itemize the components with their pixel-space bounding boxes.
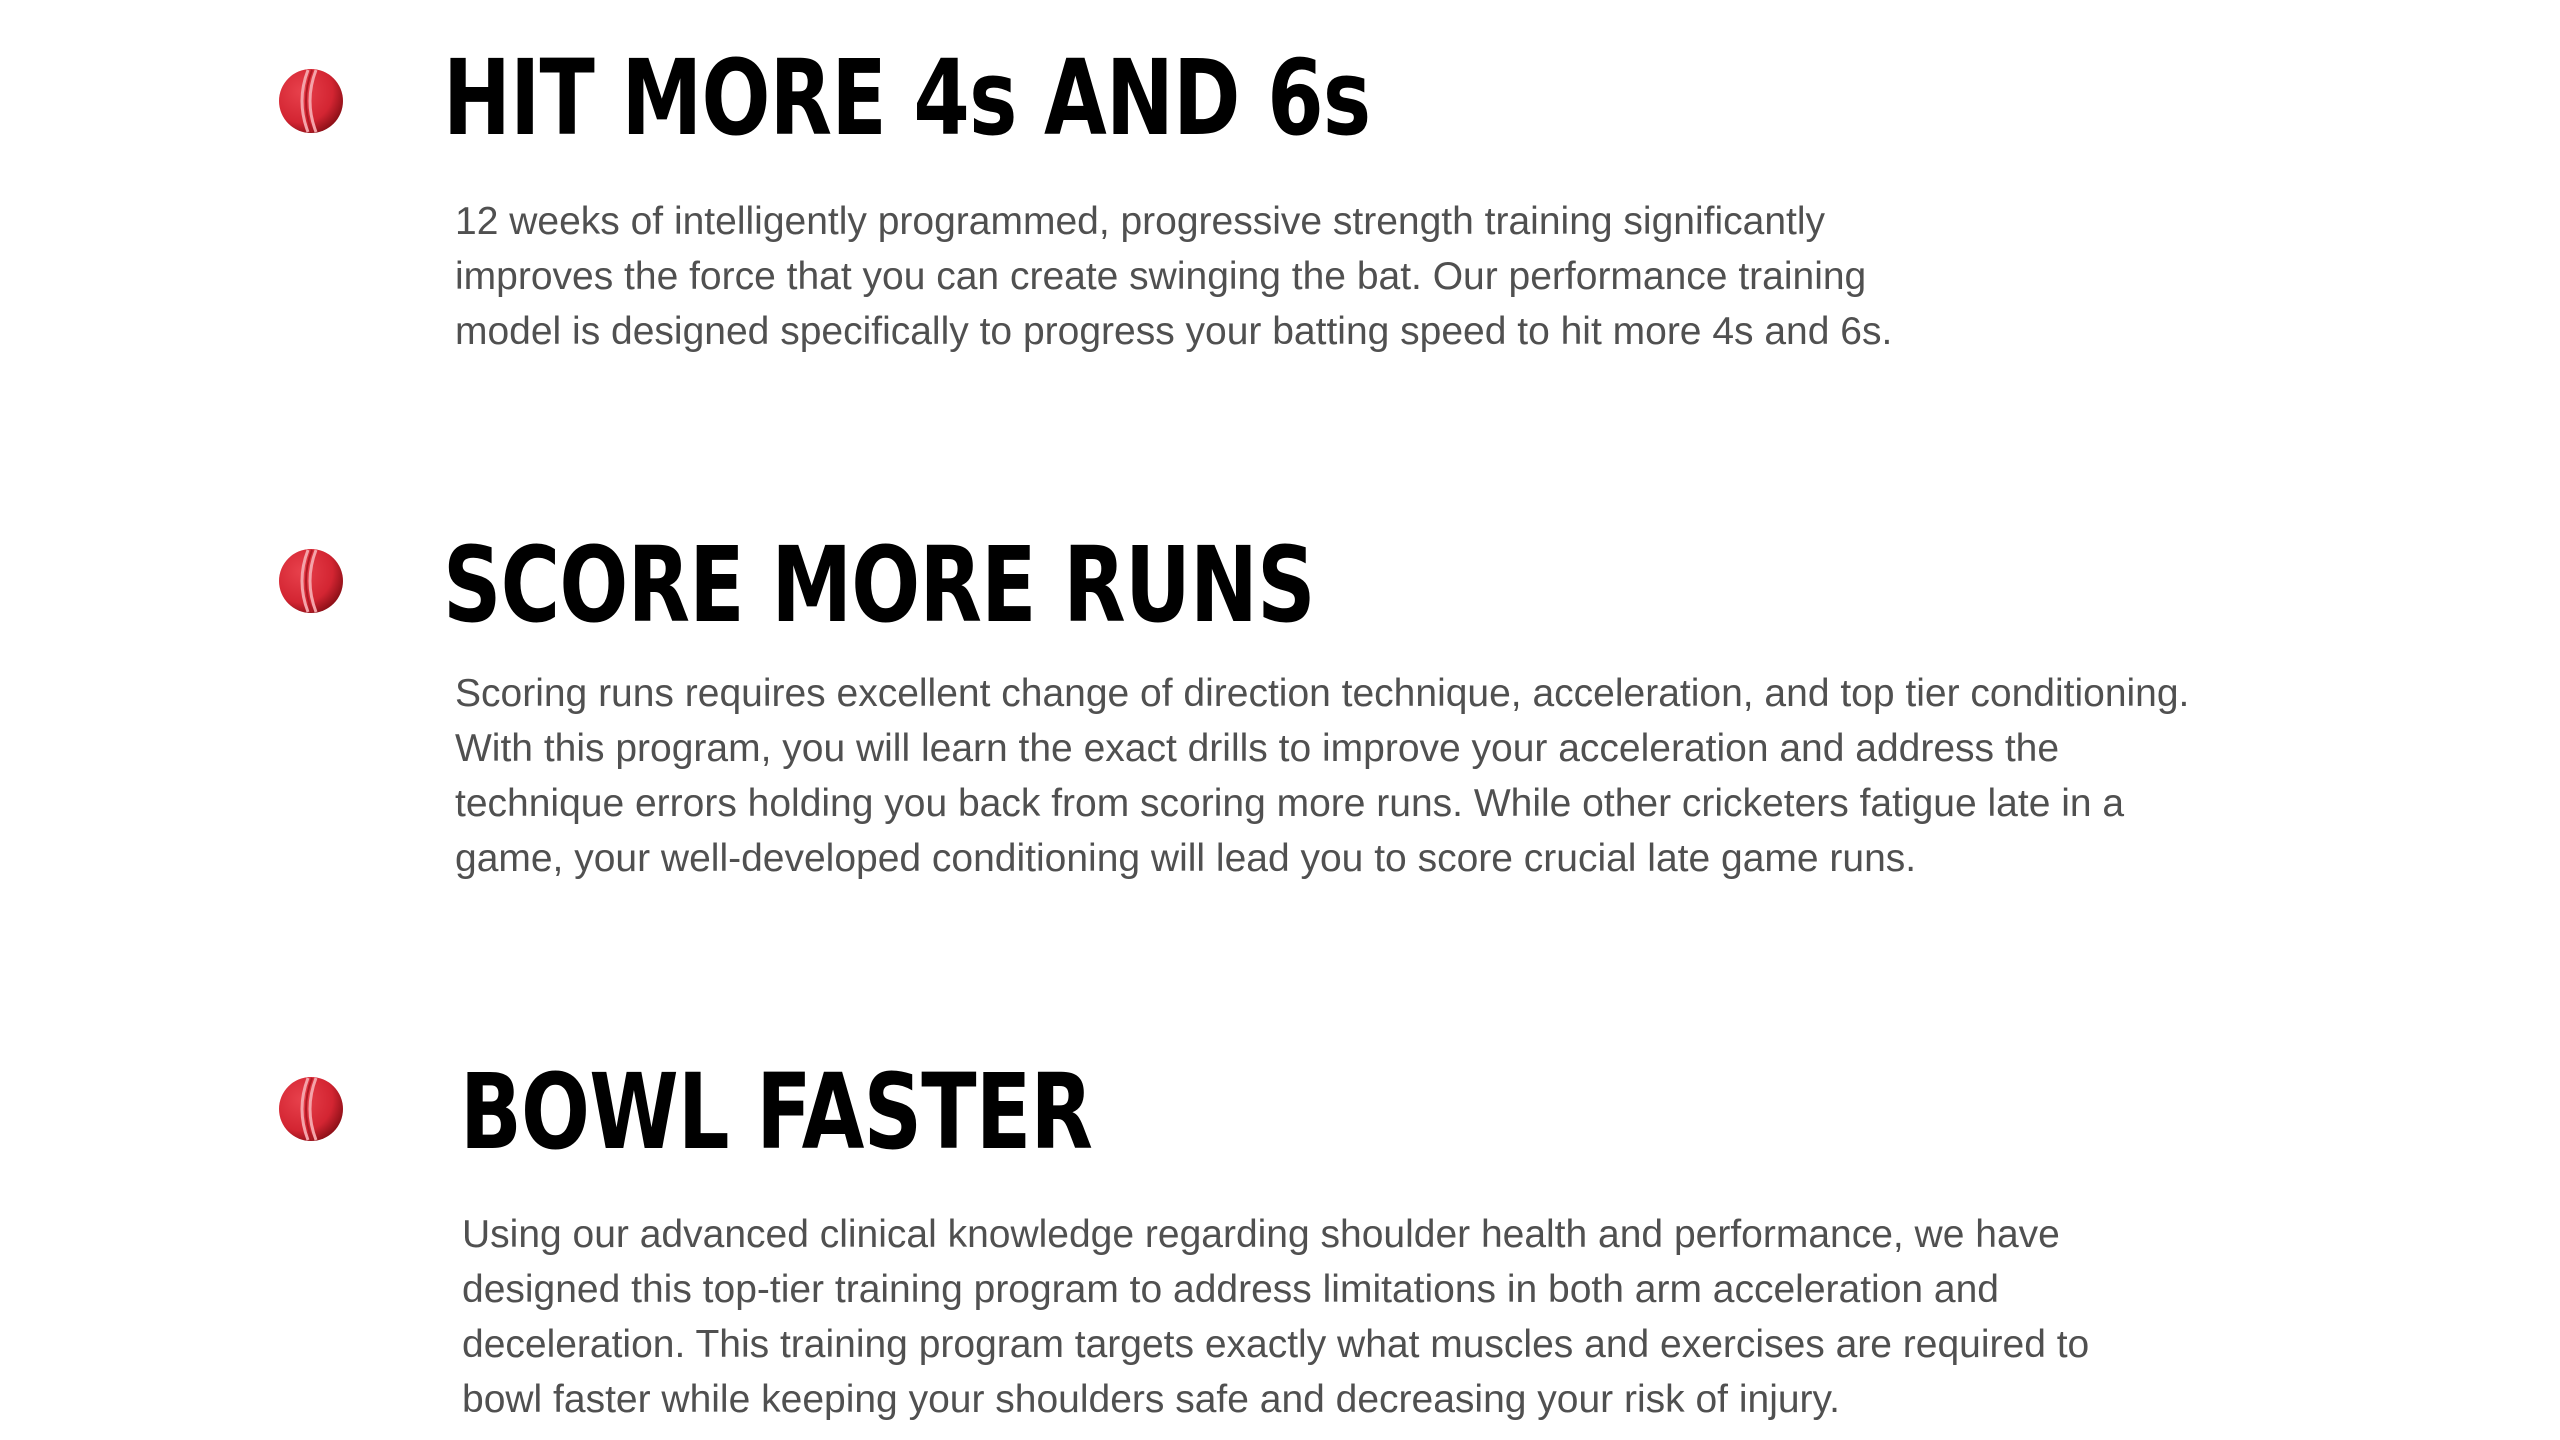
description-line: game, your well-developed conditioning will lead you to score crucial late game runs. <box>455 837 1917 880</box>
description-line: With this program, you will learn the exact drills to improve your acceleration and address the <box>455 727 2060 770</box>
feature-title: SCORE MORE RUNS <box>443 524 1315 646</box>
description-line: model is designed specifically to progress your batting speed to hit more 4s and 6s. <box>455 310 1893 353</box>
description-line: improves the force that you can create swinging the bat. Our performance training <box>455 255 1867 298</box>
description-line: Scoring runs requires excellent change of direction technique, acceleration, and top tier conditioning. <box>455 672 2190 715</box>
feature-title: BOWL FASTER <box>460 1051 1093 1173</box>
description-line: Using our advanced clinical knowledge regarding shoulder health and performance, we have <box>462 1213 2060 1256</box>
feature-description <box>462 1207 2089 1427</box>
cricket-ball-icon <box>278 1076 344 1142</box>
description-line: bowl faster while keeping your shoulders safe and decreasing your risk of injury. <box>462 1378 1840 1421</box>
feature-description <box>455 666 2189 886</box>
description-line: deceleration. This training program targets exactly what muscles and exercises are required to <box>462 1323 2090 1366</box>
cricket-ball-icon <box>278 68 344 134</box>
feature-description <box>455 194 1892 359</box>
description-line: 12 weeks of intelligently programmed, progressive strength training significantly <box>455 200 1826 243</box>
description-line: technique errors holding you back from scoring more runs. While other cricketers fatigue late in a <box>455 782 2125 825</box>
cricket-ball-icon <box>278 548 344 614</box>
feature-title: HIT MORE 4s AND 6s <box>443 37 1371 159</box>
description-line: designed this top-tier training program to address limitations in both arm acceleration and <box>462 1268 1999 1311</box>
